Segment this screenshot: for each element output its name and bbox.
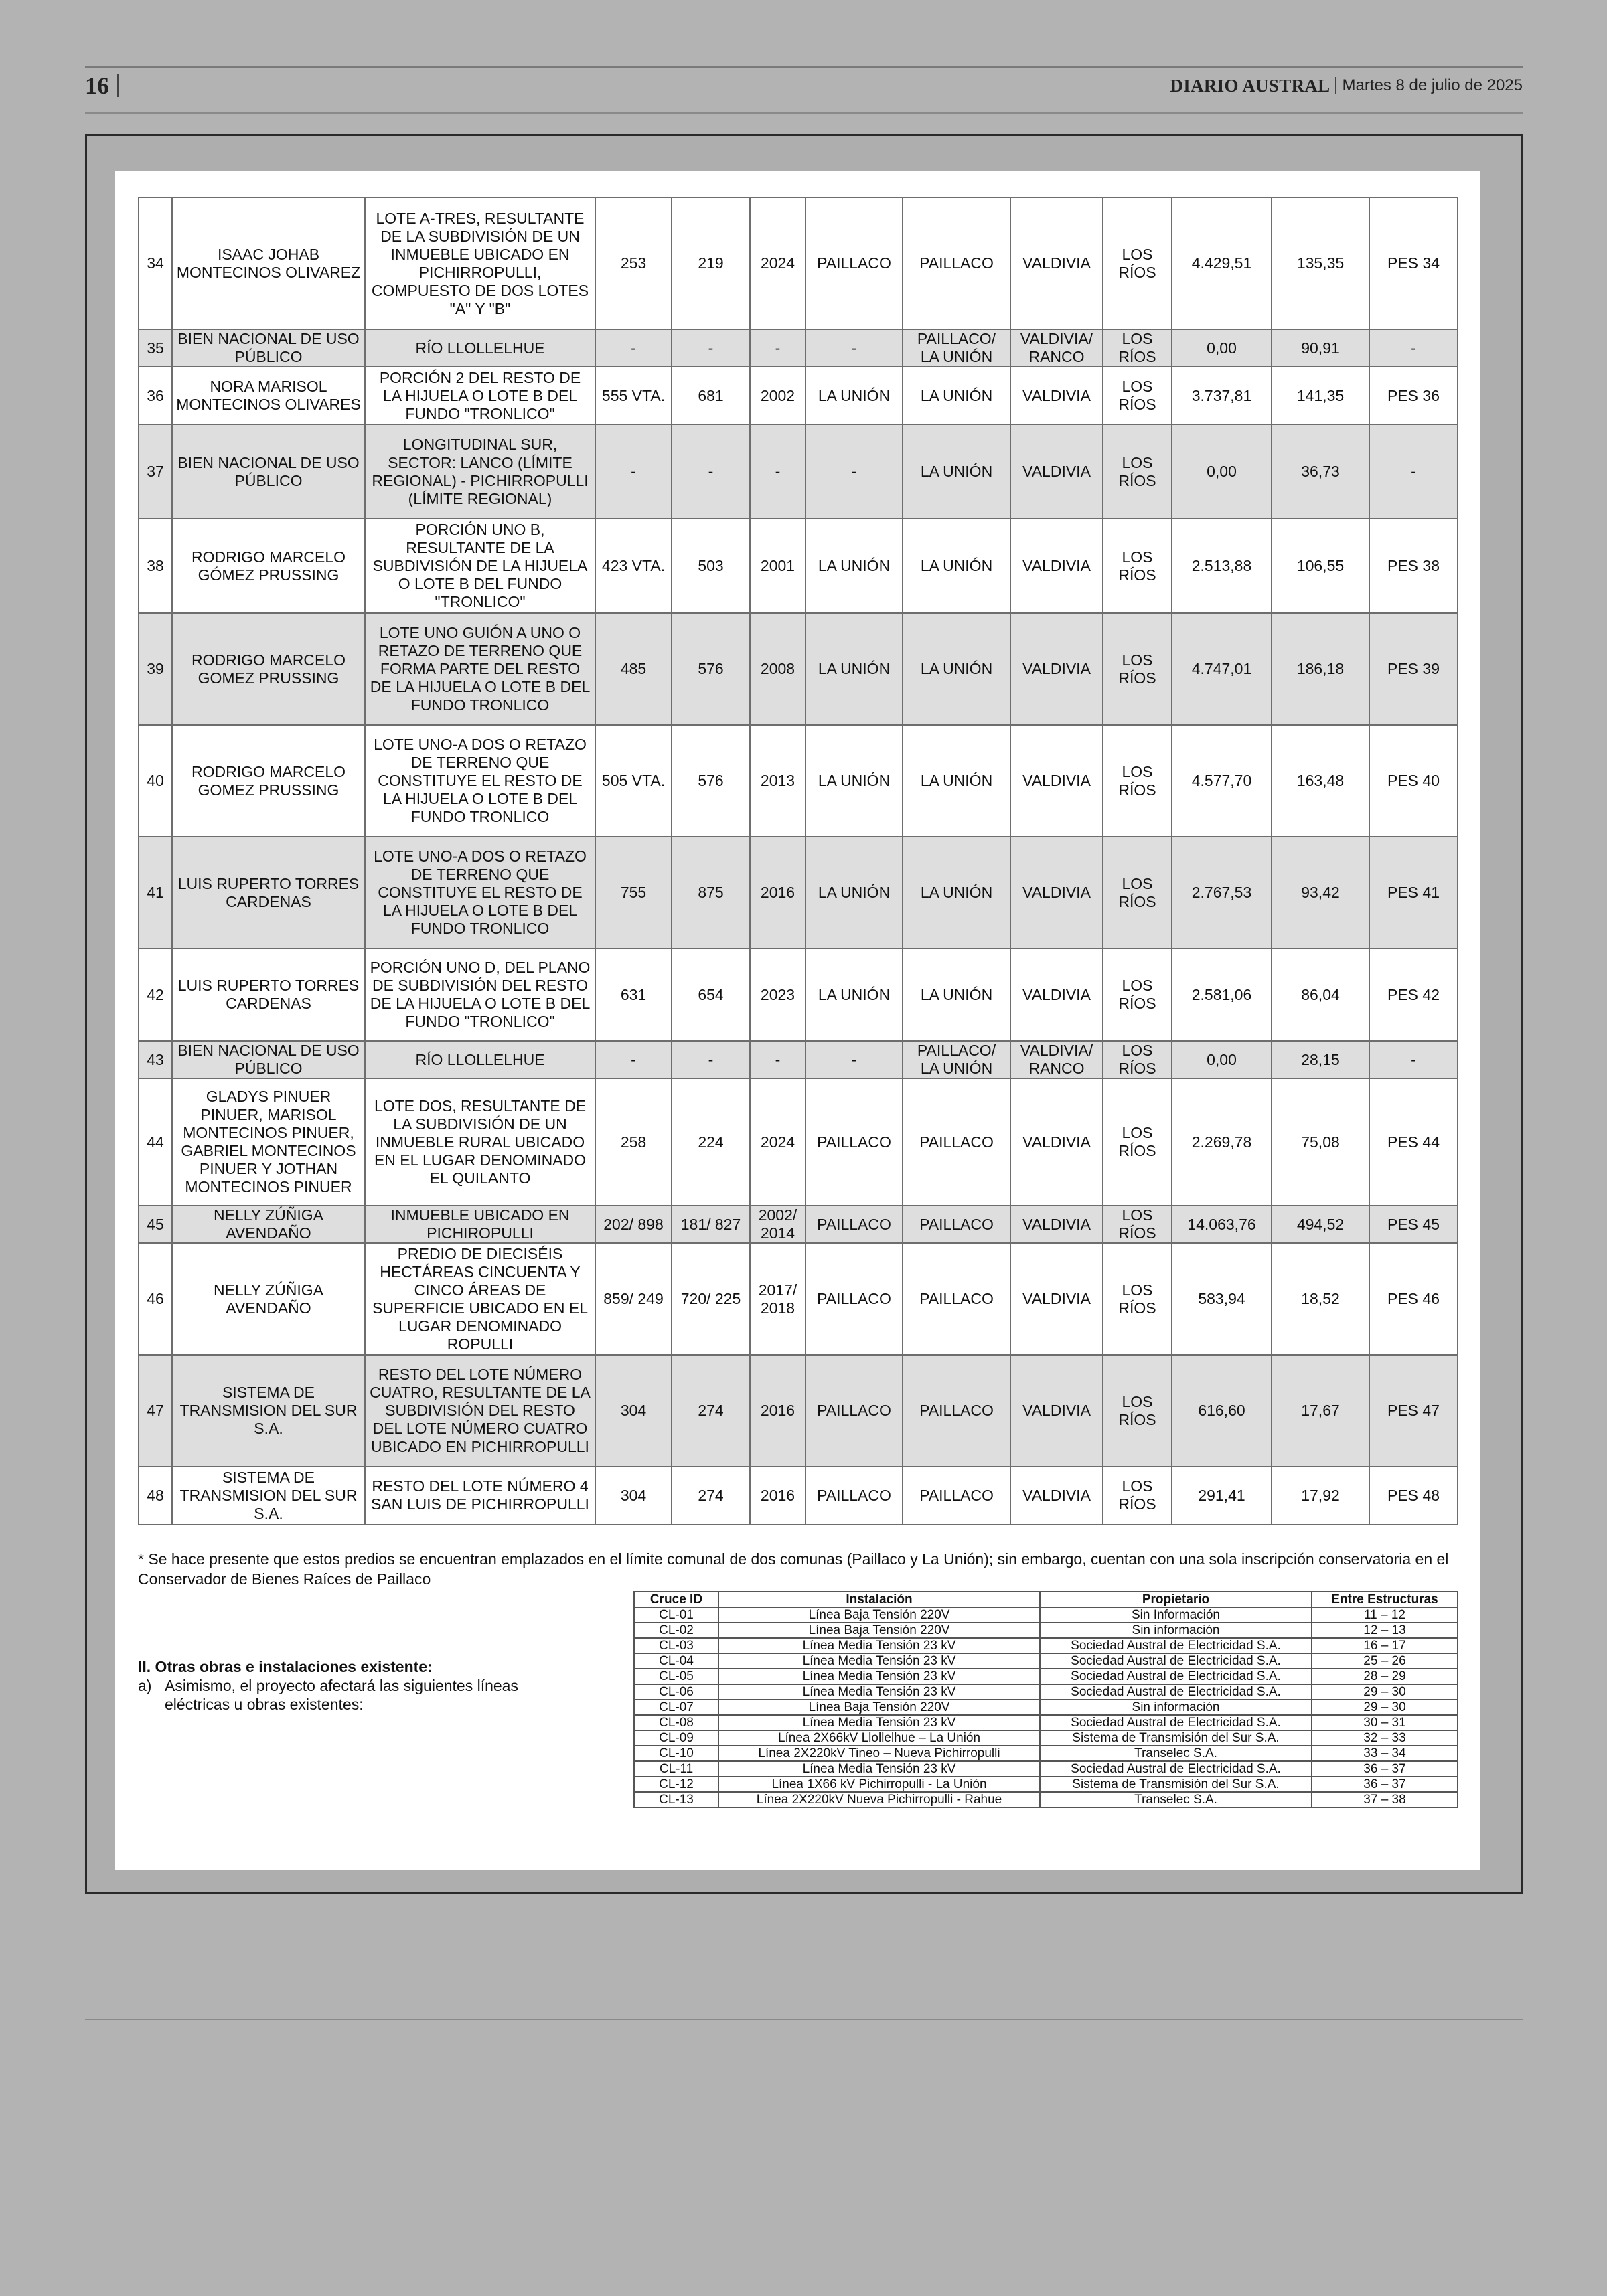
notice-sheet <box>115 171 1480 1870</box>
footnote: * Se hace presente que estos predios se encuentran emplazados en el límite comunal de dos comunas (Paillaco y La Unión); sin embargo, cuentan con una sola inscripción conservatoria en el Conservador de Bienes Raíces de Paillaco <box>138 1550 1449 1588</box>
inscription-number-cell: 720/ 225 <box>672 1243 750 1355</box>
installation-cell: Línea Media Tensión 23 kV <box>718 1761 1040 1777</box>
property-row <box>139 1355 1458 1467</box>
owner-cell: Sin información <box>1040 1623 1312 1638</box>
owner-cell: Sistema de Transmisión del Sur S.A. <box>1040 1777 1312 1792</box>
structures-cell: 33 – 34 <box>1312 1746 1458 1761</box>
region-cell: LOS RÍOS <box>1103 1467 1172 1524</box>
inscription-year-cell: - <box>750 329 806 367</box>
structures-cell: 28 – 29 <box>1312 1669 1458 1684</box>
inscription-number-cell: 181/ 827 <box>672 1206 750 1243</box>
plan-code-cell: PES 41 <box>1369 837 1458 949</box>
newspaper-name: DIARIO AUSTRAL <box>1170 75 1330 96</box>
owner-name-cell: RODRIGO MARCELO GOMEZ PRUSSING <box>172 725 365 837</box>
crossing-row <box>634 1792 1458 1807</box>
masthead <box>1170 72 1523 99</box>
fojas-cell: - <box>595 424 672 519</box>
affected-area-cell: 0,00 <box>1172 329 1272 367</box>
fojas-cell: 304 <box>595 1355 672 1467</box>
region-cell: LOS RÍOS <box>1103 1355 1172 1467</box>
crossing-id-cell: CL-06 <box>634 1684 718 1700</box>
row-number-cell: 41 <box>139 837 172 949</box>
crossing-row <box>634 1653 1458 1669</box>
comuna-cell: LA UNIÓN <box>903 725 1010 837</box>
provincia-cell: VALDIVIA <box>1010 367 1103 424</box>
crossings-header-cell: Entre Estructuras <box>1312 1592 1458 1607</box>
installation-cell: Línea Baja Tensión 220V <box>718 1700 1040 1715</box>
fojas-cell: - <box>595 329 672 367</box>
property-description-cell: PORCIÓN UNO D, DEL PLANO DE SUBDIVISIÓN DEL RESTO DE LA HIJUELA O LOTE B DEL FUNDO "TRONLICO" <box>365 949 595 1041</box>
crossing-id-cell: CL-02 <box>634 1623 718 1638</box>
structures-cell: 36 – 37 <box>1312 1761 1458 1777</box>
comuna-cell: LA UNIÓN <box>903 837 1010 949</box>
inscription-number-cell: 681 <box>672 367 750 424</box>
region-cell: LOS RÍOS <box>1103 1041 1172 1078</box>
affected-area-cell: 4.577,70 <box>1172 725 1272 837</box>
inscription-year-cell: 2024 <box>750 1078 806 1206</box>
property-description-cell: RESTO DEL LOTE NÚMERO 4 SAN LUIS DE PICHIRROPULLI <box>365 1467 595 1524</box>
crossing-id-cell: CL-12 <box>634 1777 718 1792</box>
owner-name-cell: BIEN NACIONAL DE USO PÚBLICO <box>172 329 365 367</box>
structures-cell: 32 – 33 <box>1312 1730 1458 1746</box>
owner-cell: Sociedad Austral de Electricidad S.A. <box>1040 1653 1312 1669</box>
inscription-number-cell: 274 <box>672 1467 750 1524</box>
page-number-text: 16 <box>85 72 109 99</box>
inscription-number-cell: 654 <box>672 949 750 1041</box>
conservador-cell: PAILLACO <box>806 1206 903 1243</box>
affected-length-cell: 36,73 <box>1272 424 1369 519</box>
conservador-cell: LA UNIÓN <box>806 949 903 1041</box>
owner-name-cell: NELLY ZÚÑIGA AVENDAÑO <box>172 1206 365 1243</box>
region-cell: LOS RÍOS <box>1103 329 1172 367</box>
crossing-row <box>634 1715 1458 1730</box>
provincia-cell: VALDIVIA <box>1010 1078 1103 1206</box>
affected-area-cell: 0,00 <box>1172 1041 1272 1078</box>
inscription-year-cell: 2002/ 2014 <box>750 1206 806 1243</box>
property-description-cell: LOTE A-TRES, RESULTANTE DE LA SUBDIVISIÓN DE UN INMUEBLE UBICADO EN PICHIRROPULLI, COMPUESTO DE DOS LOTES "A" Y "B" <box>365 197 595 329</box>
conservador-cell: - <box>806 329 903 367</box>
plan-code-cell: PES 38 <box>1369 519 1458 613</box>
crossing-id-cell: CL-10 <box>634 1746 718 1761</box>
comuna-cell: PAILLACO <box>903 197 1010 329</box>
crossing-row <box>634 1607 1458 1623</box>
affected-length-cell: 18,52 <box>1272 1243 1369 1355</box>
crossing-row <box>634 1684 1458 1700</box>
plan-code-cell: PES 42 <box>1369 949 1458 1041</box>
owner-cell: Sistema de Transmisión del Sur S.A. <box>1040 1730 1312 1746</box>
row-number-cell: 46 <box>139 1243 172 1355</box>
region-cell: LOS RÍOS <box>1103 1243 1172 1355</box>
provincia-cell: VALDIVIA <box>1010 1467 1103 1524</box>
structures-cell: 30 – 31 <box>1312 1715 1458 1730</box>
property-description-cell: INMUEBLE UBICADO EN PICHIROPULLI <box>365 1206 595 1243</box>
provincia-cell: VALDIVIA <box>1010 519 1103 613</box>
property-row <box>139 519 1458 613</box>
property-description-cell: LOTE UNO-A DOS O RETAZO DE TERRENO QUE CONSTITUYE EL RESTO DE LA HIJUELA O LOTE B DEL FUNDO TRONLICO <box>365 725 595 837</box>
installation-cell: Línea 2X220kV Tineo – Nueva Pichirropulli <box>718 1746 1040 1761</box>
provincia-cell: VALDIVIA <box>1010 613 1103 725</box>
property-row <box>139 1078 1458 1206</box>
conservador-cell: - <box>806 1041 903 1078</box>
provincia-cell: VALDIVIA <box>1010 837 1103 949</box>
plan-code-cell: - <box>1369 329 1458 367</box>
row-number-cell: 42 <box>139 949 172 1041</box>
row-number-cell: 35 <box>139 329 172 367</box>
structures-cell: 25 – 26 <box>1312 1653 1458 1669</box>
region-cell: LOS RÍOS <box>1103 1206 1172 1243</box>
provincia-cell: VALDIVIA <box>1010 1206 1103 1243</box>
affected-length-cell: 135,35 <box>1272 197 1369 329</box>
installation-cell: Línea 1X66 kV Pichirropulli - La Unión <box>718 1777 1040 1792</box>
inscription-year-cell: 2002 <box>750 367 806 424</box>
owner-name-cell: BIEN NACIONAL DE USO PÚBLICO <box>172 1041 365 1078</box>
provincia-cell: VALDIVIA <box>1010 1243 1103 1355</box>
property-row <box>139 949 1458 1041</box>
plan-code-cell: PES 34 <box>1369 197 1458 329</box>
crossings-header-cell: Cruce ID <box>634 1592 718 1607</box>
comuna-cell: PAILLACO <box>903 1355 1010 1467</box>
structures-cell: 16 – 17 <box>1312 1638 1458 1653</box>
affected-length-cell: 93,42 <box>1272 837 1369 949</box>
crossings-table <box>633 1591 1458 1808</box>
crossings-header-cell: Instalación <box>718 1592 1040 1607</box>
comuna-cell: PAILLACO <box>903 1078 1010 1206</box>
plan-code-cell: PES 39 <box>1369 613 1458 725</box>
inscription-year-cell: 2016 <box>750 837 806 949</box>
property-row <box>139 1041 1458 1078</box>
owner-name-cell: SISTEMA DE TRANSMISION DEL SUR S.A. <box>172 1355 365 1467</box>
inscription-number-cell: 875 <box>672 837 750 949</box>
crossings-header-row <box>634 1592 1458 1607</box>
property-description-cell: RESTO DEL LOTE NÚMERO CUATRO, RESULTANTE DE LA SUBDIVISIÓN DEL RESTO DEL LOTE NÚMERO CUATRO UBICADO EN PICHIRROPULLI <box>365 1355 595 1467</box>
affected-length-cell: 186,18 <box>1272 613 1369 725</box>
structures-cell: 29 – 30 <box>1312 1700 1458 1715</box>
property-row <box>139 837 1458 949</box>
row-number-cell: 37 <box>139 424 172 519</box>
region-cell: LOS RÍOS <box>1103 197 1172 329</box>
section-title: II. Otras obras e instalaciones existente: <box>138 1658 433 1675</box>
affected-length-cell: 86,04 <box>1272 949 1369 1041</box>
inscription-number-cell: 274 <box>672 1355 750 1467</box>
plan-code-cell: PES 40 <box>1369 725 1458 837</box>
property-row <box>139 1243 1458 1355</box>
plan-code-cell: PES 45 <box>1369 1206 1458 1243</box>
masthead-divider <box>1335 77 1336 94</box>
installation-cell: Línea Media Tensión 23 kV <box>718 1653 1040 1669</box>
affected-area-cell: 14.063,76 <box>1172 1206 1272 1243</box>
provincia-cell: VALDIVIA <box>1010 424 1103 519</box>
crossing-row <box>634 1700 1458 1715</box>
provincia-cell: VALDIVIA/ RANCO <box>1010 329 1103 367</box>
crossing-row <box>634 1623 1458 1638</box>
conservador-cell: PAILLACO <box>806 1467 903 1524</box>
row-number-cell: 48 <box>139 1467 172 1524</box>
affected-length-cell: 75,08 <box>1272 1078 1369 1206</box>
comuna-cell: LA UNIÓN <box>903 424 1010 519</box>
inscription-year-cell: 2001 <box>750 519 806 613</box>
region-cell: LOS RÍOS <box>1103 613 1172 725</box>
conservador-cell: LA UNIÓN <box>806 837 903 949</box>
row-number-cell: 40 <box>139 725 172 837</box>
conservador-cell: PAILLACO <box>806 197 903 329</box>
row-number-cell: 39 <box>139 613 172 725</box>
owner-name-cell: LUIS RUPERTO TORRES CARDENAS <box>172 949 365 1041</box>
comuna-cell: PAILLACO/ LA UNIÓN <box>903 329 1010 367</box>
structures-cell: 11 – 12 <box>1312 1607 1458 1623</box>
affected-length-cell: 17,67 <box>1272 1355 1369 1467</box>
fojas-cell: 555 VTA. <box>595 367 672 424</box>
owner-cell: Transelec S.A. <box>1040 1746 1312 1761</box>
owner-name-cell: BIEN NACIONAL DE USO PÚBLICO <box>172 424 365 519</box>
owner-name-cell: ISAAC JOHAB MONTECINOS OLIVAREZ <box>172 197 365 329</box>
provincia-cell: VALDIVIA <box>1010 725 1103 837</box>
row-number-cell: 47 <box>139 1355 172 1467</box>
inscription-number-cell: 576 <box>672 725 750 837</box>
plan-code-cell: PES 36 <box>1369 367 1458 424</box>
affected-length-cell: 90,91 <box>1272 329 1369 367</box>
header-bottom-rule <box>85 112 1523 114</box>
plan-code-cell: PES 46 <box>1369 1243 1458 1355</box>
structures-cell: 29 – 30 <box>1312 1684 1458 1700</box>
fojas-cell: 423 VTA. <box>595 519 672 613</box>
owner-cell: Sociedad Austral de Electricidad S.A. <box>1040 1715 1312 1730</box>
affected-area-cell: 583,94 <box>1172 1243 1272 1355</box>
comuna-cell: PAILLACO <box>903 1467 1010 1524</box>
crossing-row <box>634 1638 1458 1653</box>
affected-area-cell: 2.767,53 <box>1172 837 1272 949</box>
property-description-cell: RÍO LLOLLELHUE <box>365 1041 595 1078</box>
other-works-section <box>138 1657 566 1714</box>
crossing-row <box>634 1777 1458 1792</box>
property-description-cell: RÍO LLOLLELHUE <box>365 329 595 367</box>
row-number-cell: 38 <box>139 519 172 613</box>
affected-area-cell: 2.513,88 <box>1172 519 1272 613</box>
page-number-divider <box>117 74 119 97</box>
region-cell: LOS RÍOS <box>1103 725 1172 837</box>
owner-name-cell: NELLY ZÚÑIGA AVENDAÑO <box>172 1243 365 1355</box>
inscription-year-cell: 2024 <box>750 197 806 329</box>
property-description-cell: PORCIÓN UNO B, RESULTANTE DE LA SUBDIVISIÓN DE LA HIJUELA O LOTE B DEL FUNDO "TRONLICO" <box>365 519 595 613</box>
region-cell: LOS RÍOS <box>1103 367 1172 424</box>
comuna-cell: PAILLACO/ LA UNIÓN <box>903 1041 1010 1078</box>
section-item <box>138 1676 566 1714</box>
installation-cell: Línea Media Tensión 23 kV <box>718 1715 1040 1730</box>
affected-area-cell: 2.269,78 <box>1172 1078 1272 1206</box>
owner-name-cell: GLADYS PINUER PINUER, MARISOL MONTECINOS PINUER, GABRIEL MONTECINOS PINUER Y JOTHAN MONTECINOS PINUER <box>172 1078 365 1206</box>
affected-length-cell: 106,55 <box>1272 519 1369 613</box>
fojas-cell: 755 <box>595 837 672 949</box>
conservador-cell: PAILLACO <box>806 1078 903 1206</box>
affected-area-cell: 4.429,51 <box>1172 197 1272 329</box>
row-number-cell: 36 <box>139 367 172 424</box>
inscription-year-cell: 2016 <box>750 1355 806 1467</box>
page-number <box>85 71 119 100</box>
crossing-id-cell: CL-09 <box>634 1730 718 1746</box>
fojas-cell: 202/ 898 <box>595 1206 672 1243</box>
section-item-text: Asimismo, el proyecto afectará las siguientes líneas eléctricas u obras existentes: <box>165 1677 518 1713</box>
installation-cell: Línea Media Tensión 23 kV <box>718 1638 1040 1653</box>
plan-code-cell: - <box>1369 424 1458 519</box>
fojas-cell: 253 <box>595 197 672 329</box>
fojas-cell: - <box>595 1041 672 1078</box>
inscription-number-cell: 503 <box>672 519 750 613</box>
crossing-id-cell: CL-05 <box>634 1669 718 1684</box>
property-row <box>139 613 1458 725</box>
inscription-year-cell: - <box>750 1041 806 1078</box>
structures-cell: 36 – 37 <box>1312 1777 1458 1792</box>
inscription-year-cell: - <box>750 424 806 519</box>
comuna-cell: LA UNIÓN <box>903 949 1010 1041</box>
property-description-cell: LONGITUDINAL SUR, SECTOR: LANCO (LÍMITE REGIONAL) - PICHIRROPULLI (LÍMITE REGIONAL) <box>365 424 595 519</box>
crossing-id-cell: CL-11 <box>634 1761 718 1777</box>
region-cell: LOS RÍOS <box>1103 519 1172 613</box>
property-row <box>139 1467 1458 1524</box>
owner-cell: Sociedad Austral de Electricidad S.A. <box>1040 1638 1312 1653</box>
fojas-cell: 631 <box>595 949 672 1041</box>
publication-date: Martes 8 de julio de 2025 <box>1342 76 1523 94</box>
crossing-id-cell: CL-08 <box>634 1715 718 1730</box>
provincia-cell: VALDIVIA <box>1010 949 1103 1041</box>
installation-cell: Línea Baja Tensión 220V <box>718 1607 1040 1623</box>
crossing-id-cell: CL-01 <box>634 1607 718 1623</box>
installation-cell: Línea Media Tensión 23 kV <box>718 1684 1040 1700</box>
crossing-row <box>634 1669 1458 1684</box>
conservador-cell: LA UNIÓN <box>806 367 903 424</box>
fojas-cell: 258 <box>595 1078 672 1206</box>
structures-cell: 37 – 38 <box>1312 1792 1458 1807</box>
property-row <box>139 725 1458 837</box>
inscription-year-cell: 2023 <box>750 949 806 1041</box>
fojas-cell: 505 VTA. <box>595 725 672 837</box>
region-cell: LOS RÍOS <box>1103 424 1172 519</box>
owner-name-cell: RODRIGO MARCELO GOMEZ PRUSSING <box>172 613 365 725</box>
inscription-number-cell: 224 <box>672 1078 750 1206</box>
comuna-cell: LA UNIÓN <box>903 519 1010 613</box>
owner-name-cell: SISTEMA DE TRANSMISION DEL SUR S.A. <box>172 1467 365 1524</box>
comuna-cell: PAILLACO <box>903 1243 1010 1355</box>
property-row <box>139 424 1458 519</box>
fojas-cell: 485 <box>595 613 672 725</box>
affected-length-cell: 17,92 <box>1272 1467 1369 1524</box>
crossing-id-cell: CL-03 <box>634 1638 718 1653</box>
owner-cell: Sin información <box>1040 1700 1312 1715</box>
comuna-cell: LA UNIÓN <box>903 367 1010 424</box>
inscription-number-cell: - <box>672 1041 750 1078</box>
conservador-cell: LA UNIÓN <box>806 725 903 837</box>
comuna-cell: PAILLACO <box>903 1206 1010 1243</box>
comuna-cell: LA UNIÓN <box>903 613 1010 725</box>
owner-name-cell: LUIS RUPERTO TORRES CARDENAS <box>172 837 365 949</box>
owner-cell: Sociedad Austral de Electricidad S.A. <box>1040 1669 1312 1684</box>
inscription-number-cell: - <box>672 424 750 519</box>
property-row <box>139 329 1458 367</box>
conservador-cell: PAILLACO <box>806 1355 903 1467</box>
structures-cell: 12 – 13 <box>1312 1623 1458 1638</box>
footer-rule <box>85 2019 1523 2020</box>
row-number-cell: 45 <box>139 1206 172 1243</box>
affected-area-cell: 4.747,01 <box>1172 613 1272 725</box>
header-top-rule <box>85 66 1523 68</box>
conservador-cell: LA UNIÓN <box>806 613 903 725</box>
provincia-cell: VALDIVIA <box>1010 197 1103 329</box>
plan-code-cell: - <box>1369 1041 1458 1078</box>
inscription-year-cell: 2013 <box>750 725 806 837</box>
plan-code-cell: PES 47 <box>1369 1355 1458 1467</box>
property-row <box>139 197 1458 329</box>
crossing-row <box>634 1730 1458 1746</box>
affected-area-cell: 2.581,06 <box>1172 949 1272 1041</box>
installation-cell: Línea Media Tensión 23 kV <box>718 1669 1040 1684</box>
affected-area-cell: 616,60 <box>1172 1355 1272 1467</box>
region-cell: LOS RÍOS <box>1103 949 1172 1041</box>
property-description-cell: PORCIÓN 2 DEL RESTO DE LA HIJUELA O LOTE B DEL FUNDO "TRONLICO" <box>365 367 595 424</box>
provincia-cell: VALDIVIA <box>1010 1355 1103 1467</box>
affected-area-cell: 3.737,81 <box>1172 367 1272 424</box>
owner-name-cell: NORA MARISOL MONTECINOS OLIVARES <box>172 367 365 424</box>
region-cell: LOS RÍOS <box>1103 837 1172 949</box>
property-row <box>139 1206 1458 1243</box>
crossing-row <box>634 1746 1458 1761</box>
crossing-id-cell: CL-13 <box>634 1792 718 1807</box>
affected-area-cell: 291,41 <box>1172 1467 1272 1524</box>
property-description-cell: LOTE DOS, RESULTANTE DE LA SUBDIVISIÓN DE UN INMUEBLE RURAL UBICADO EN EL LUGAR DENOMINADO EL QUILANTO <box>365 1078 595 1206</box>
owner-cell: Sociedad Austral de Electricidad S.A. <box>1040 1684 1312 1700</box>
provincia-cell: VALDIVIA/ RANCO <box>1010 1041 1103 1078</box>
affected-length-cell: 141,35 <box>1272 367 1369 424</box>
owner-cell: Transelec S.A. <box>1040 1792 1312 1807</box>
region-cell: LOS RÍOS <box>1103 1078 1172 1206</box>
crossing-id-cell: CL-07 <box>634 1700 718 1715</box>
property-table <box>138 197 1458 1525</box>
property-description-cell: LOTE UNO GUIÓN A UNO O RETAZO DE TERRENO QUE FORMA PARTE DEL RESTO DE LA HIJUELA O LOTE B DEL FUNDO TRONLICO <box>365 613 595 725</box>
inscription-number-cell: - <box>672 329 750 367</box>
installation-cell: Línea 2X66kV Llollelhue – La Unión <box>718 1730 1040 1746</box>
section-item-label: a) <box>138 1677 152 1694</box>
crossing-row <box>634 1761 1458 1777</box>
owner-name-cell: RODRIGO MARCELO GÓMEZ PRUSSING <box>172 519 365 613</box>
property-row <box>139 367 1458 424</box>
installation-cell: Línea 2X220kV Nueva Pichirropulli - Rahue <box>718 1792 1040 1807</box>
crossings-header-cell: Propietario <box>1040 1592 1312 1607</box>
owner-cell: Sociedad Austral de Electricidad S.A. <box>1040 1761 1312 1777</box>
plan-code-cell: PES 48 <box>1369 1467 1458 1524</box>
conservador-cell: PAILLACO <box>806 1243 903 1355</box>
affected-area-cell: 0,00 <box>1172 424 1272 519</box>
fojas-cell: 304 <box>595 1467 672 1524</box>
crossing-id-cell: CL-04 <box>634 1653 718 1669</box>
affected-length-cell: 28,15 <box>1272 1041 1369 1078</box>
affected-length-cell: 163,48 <box>1272 725 1369 837</box>
installation-cell: Línea Baja Tensión 220V <box>718 1623 1040 1638</box>
inscription-number-cell: 576 <box>672 613 750 725</box>
plan-code-cell: PES 44 <box>1369 1078 1458 1206</box>
property-description-cell: LOTE UNO-A DOS O RETAZO DE TERRENO QUE CONSTITUYE EL RESTO DE LA HIJUELA O LOTE B DEL FUNDO TRONLICO <box>365 837 595 949</box>
row-number-cell: 43 <box>139 1041 172 1078</box>
owner-cell: Sin Información <box>1040 1607 1312 1623</box>
affected-length-cell: 494,52 <box>1272 1206 1369 1243</box>
conservador-cell: LA UNIÓN <box>806 519 903 613</box>
fojas-cell: 859/ 249 <box>595 1243 672 1355</box>
inscription-number-cell: 219 <box>672 197 750 329</box>
inscription-year-cell: 2016 <box>750 1467 806 1524</box>
property-description-cell: PREDIO DE DIECISÉIS HECTÁREAS CINCUENTA Y CINCO ÁREAS DE SUPERFICIE UBICADO EN EL LUGAR DENOMINADO ROPULLI <box>365 1243 595 1355</box>
row-number-cell: 34 <box>139 197 172 329</box>
inscription-year-cell: 2017/ 2018 <box>750 1243 806 1355</box>
row-number-cell: 44 <box>139 1078 172 1206</box>
conservador-cell: - <box>806 424 903 519</box>
inscription-year-cell: 2008 <box>750 613 806 725</box>
